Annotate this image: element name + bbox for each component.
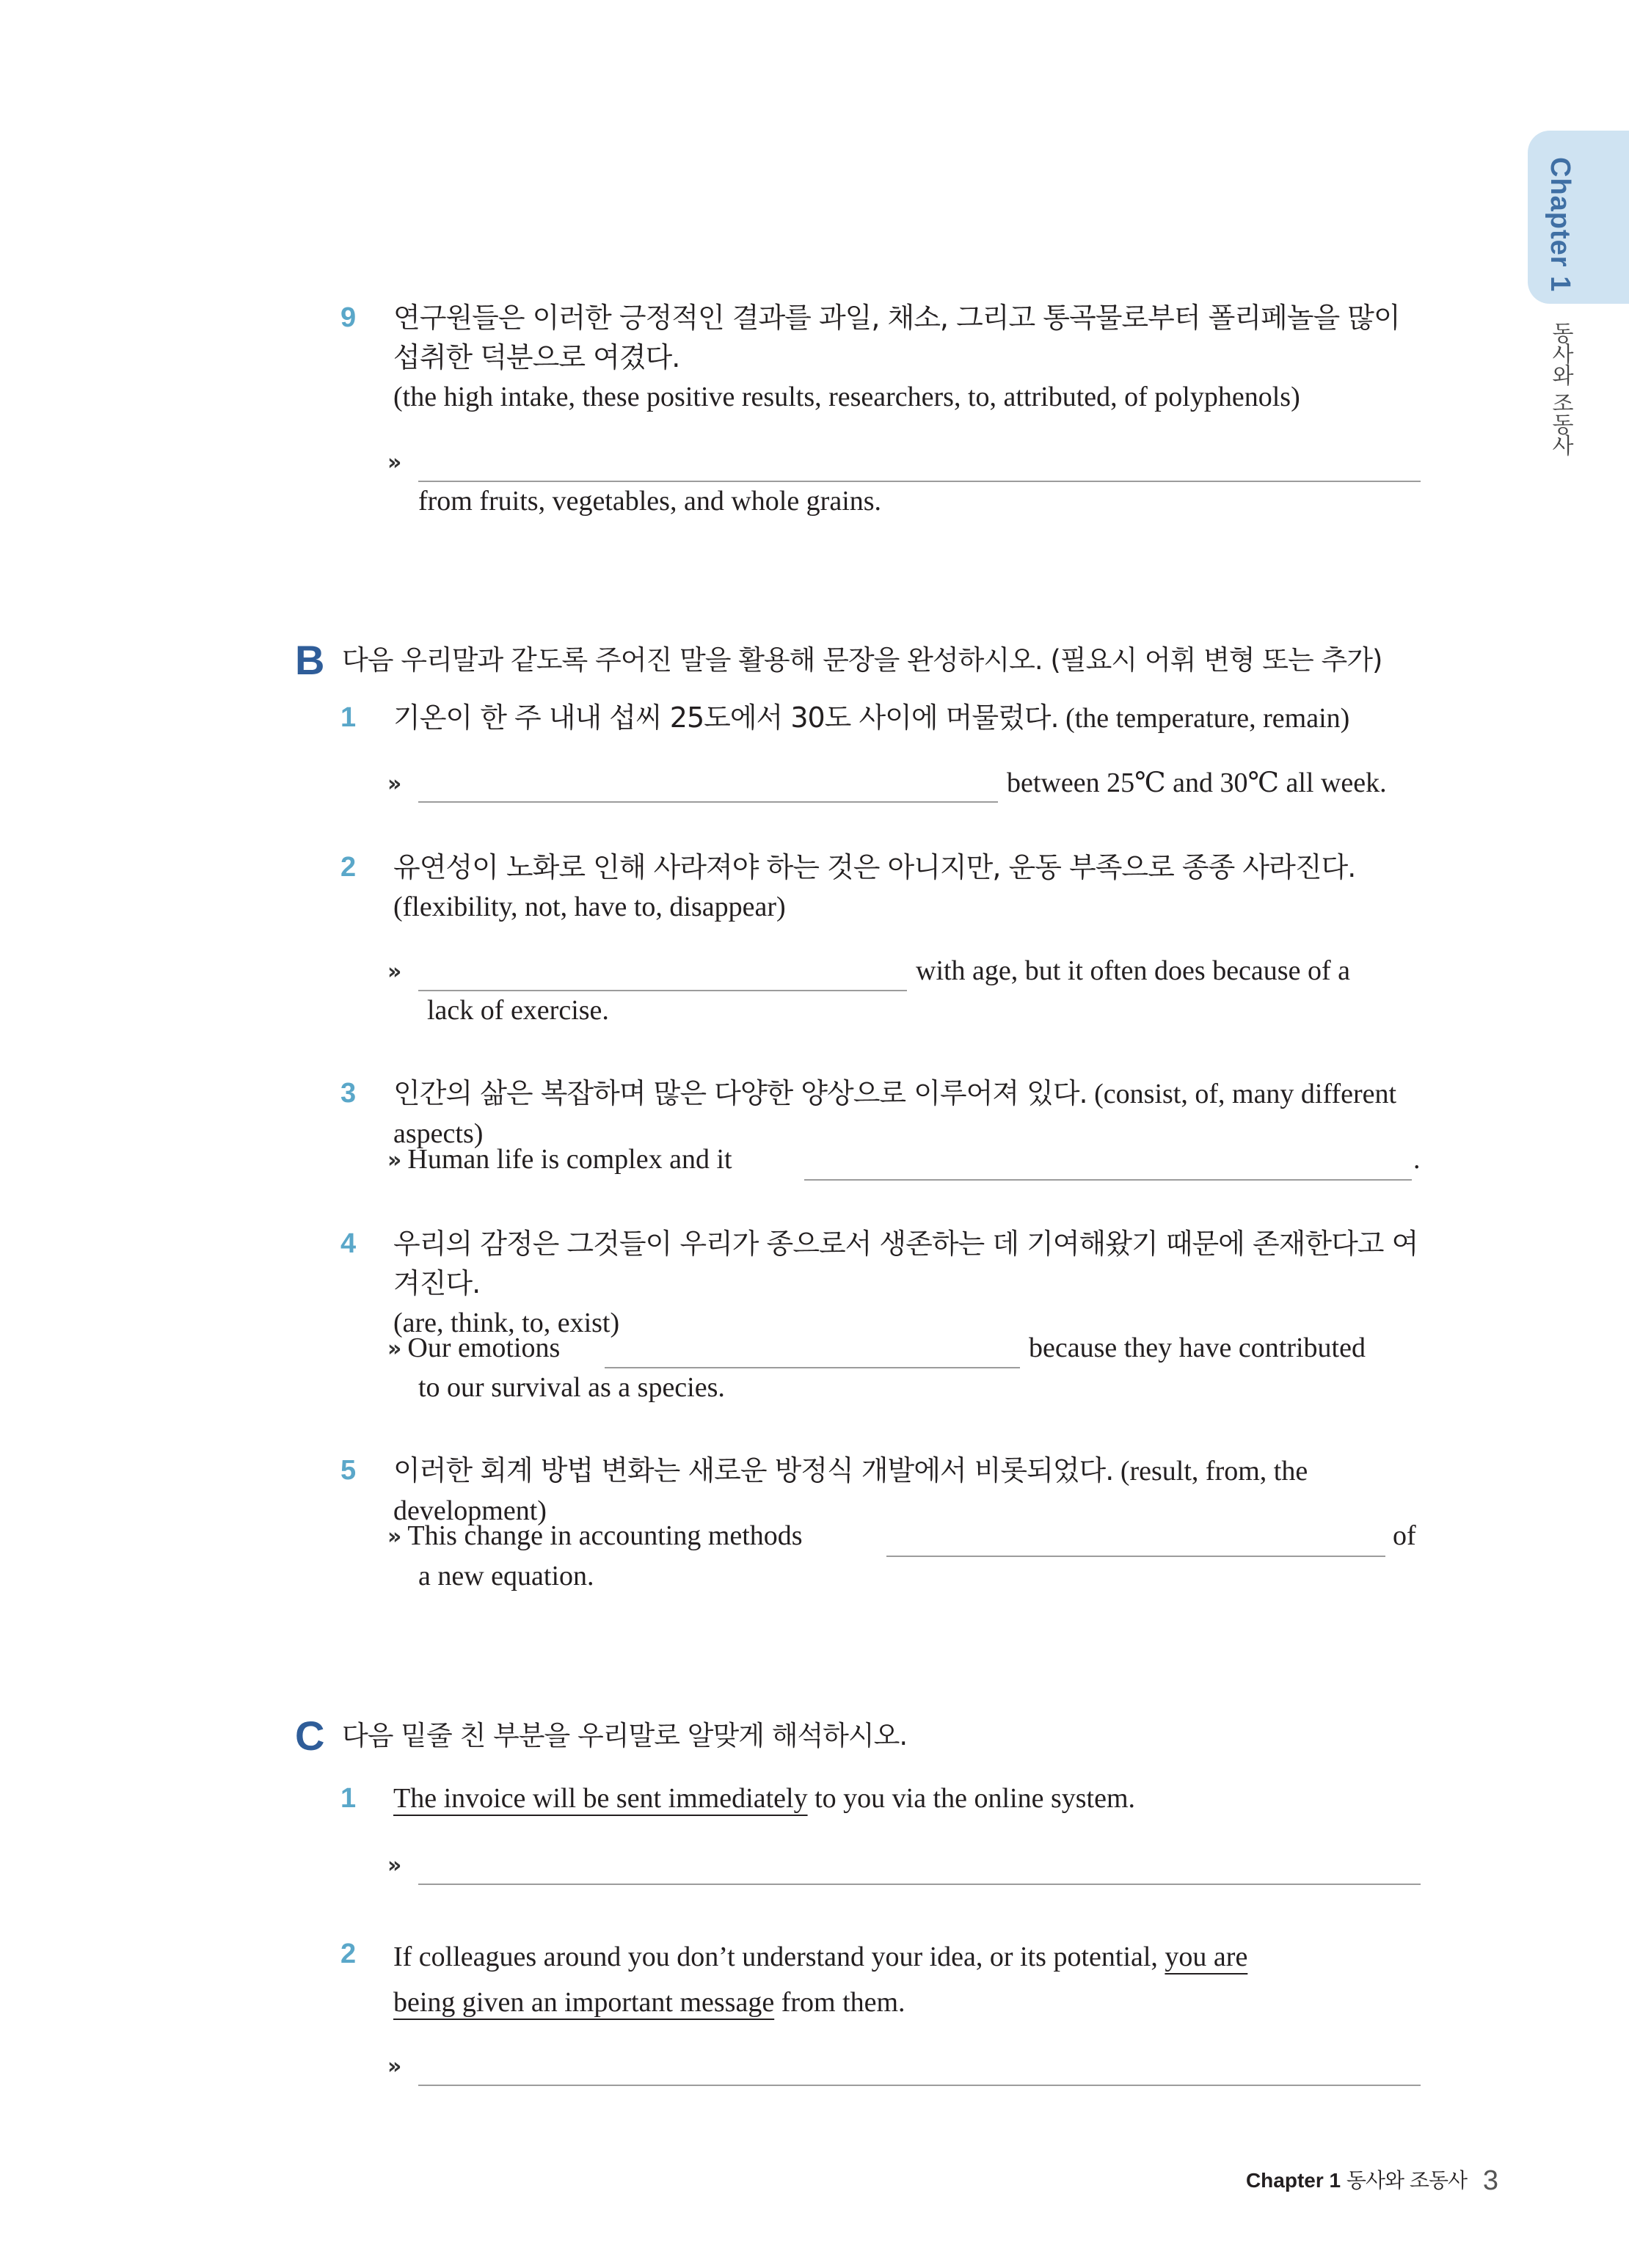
answer-marker-icon: » [387,1524,398,1550]
answer-blank[interactable] [886,1556,1385,1557]
korean-sentence: 기온이 한 주 내내 섭씨 25도에서 30도 사이에 머물렀다. [393,701,1059,734]
answer-before-text: Human life is complex and it [407,1144,732,1175]
answer-after-text: because they have contributed [1029,1332,1366,1363]
korean-sentence: 인간의 삶은 복잡하며 많은 다양한 양상으로 이루어져 있다. [393,1077,1087,1109]
answer-line [387,951,407,992]
answer-line [387,442,407,483]
answer-after-text: . [1413,1144,1421,1175]
sentence-rest: from them. [774,1987,905,2018]
underlined-phrase: you are [1165,1941,1248,1972]
word-hints: (the temperature, remain) [1065,703,1350,734]
question-number: 2 [340,1939,357,1969]
korean-sentence: 우리의 감정은 그것들이 우리가 종으로서 생존하는 데 기여해왔기 때문에 존재한다고 여겨진다. [393,1228,1418,1299]
answer-line [387,1845,407,1886]
answer-line [387,1516,803,1557]
word-hints: (the high intake, these positive results, researchers, to, attributed, of polyphenols) [393,382,1300,412]
answer-marker-icon: » [387,959,398,985]
word-hints: (result, from, the development) [393,1456,1308,1526]
chapter-tab [1528,131,1629,304]
question-prompt [393,1779,1421,1818]
answer-marker-icon: » [387,1336,398,1362]
answer-marker-icon: » [387,450,398,475]
section-letter: B [295,637,325,683]
word-hints: (consist, of, many different aspects) [393,1079,1397,1149]
question-prompt [393,847,1421,927]
question-number: 2 [340,852,357,883]
answer-blank[interactable] [418,1884,1421,1885]
question-number: 3 [340,1078,357,1109]
question-prompt [393,698,1421,738]
answer-continuation: to our survival as a species. [418,1372,725,1403]
section-instruction: 다음 밑줄 친 부분을 우리말로 알맞게 해석하시오. [342,1720,908,1751]
answer-line [387,1140,732,1181]
answer-after-text: with age, but it often does because of a [916,955,1350,986]
question-number: 1 [340,1783,357,1814]
question-prompt [393,298,1421,417]
answer-blank[interactable] [418,801,998,803]
question-number: 1 [340,702,357,733]
korean-sentence: 이러한 회계 방법 변화는 새로운 방정식 개발에서 비롯되었다. [393,1454,1114,1487]
answer-continuation: a new equation. [418,1561,594,1591]
word-hints: (are, think, to, exist) [393,1308,620,1338]
answer-blank[interactable] [804,1179,1412,1181]
chapter-side-subtitle: 동사와 조동사 [1548,321,1573,456]
question-prompt [393,1224,1421,1343]
answer-marker-icon: » [387,1148,398,1173]
korean-sentence: 연구원들은 이러한 긍정적인 결과를 과일, 채소, 그리고 통곡물로부터 폴리페놀을 많이 섭취한 덕분으로 여겼다. [393,302,1400,373]
underlined-phrase: The invoice will be sent immediately [393,1783,808,1814]
answer-line [387,763,407,804]
answer-blank[interactable] [418,2085,1421,2086]
question-number: 4 [340,1228,357,1259]
question-number: 9 [340,302,357,333]
footer-chapter: Chapter 1 [1245,2169,1341,2192]
answer-after-text: between 25℃ and 30℃ all week. [1007,767,1387,798]
footer-title: 동사와 조동사 [1346,2168,1468,2192]
answer-before-text: Our emotions [407,1332,561,1363]
answer-marker-icon: » [387,771,398,797]
answer-continuation: lack of exercise. [427,995,609,1026]
underlined-phrase: being given an important message [393,1987,775,2018]
section-instruction: 다음 우리말과 같도록 주어진 말을 활용해 문장을 완성하시오. (필요시 어휘 변형 또는 추가) [342,644,1382,676]
sentence-rest: to you via the online system. [807,1783,1136,1814]
answer-after-text: of [1393,1520,1416,1551]
page-footer [1246,2165,1498,2197]
answer-line [387,2046,407,2087]
answer-continuation: from fruits, vegetables, and whole grains. [418,486,882,517]
question-number: 5 [340,1455,357,1486]
answer-line [387,1328,560,1369]
sentence-text: If colleagues around you don’t understand your idea, or its potential, [393,1941,1165,1972]
korean-sentence: 유연성이 노화로 인해 사라져야 하는 것은 아니지만, 운동 부족으로 종종 사라진다. [393,851,1356,883]
section-letter: C [295,1713,325,1759]
answer-marker-icon: » [387,2054,398,2079]
word-hints: (flexibility, not, have to, disappear) [393,891,786,922]
answer-before-text: This change in accounting methods [407,1520,803,1551]
page-number: 3 [1482,2165,1498,2196]
question-prompt [393,1934,1421,2025]
answer-marker-icon: » [387,1853,398,1878]
chapter-tab-label: Chapter 1 [1545,157,1575,293]
